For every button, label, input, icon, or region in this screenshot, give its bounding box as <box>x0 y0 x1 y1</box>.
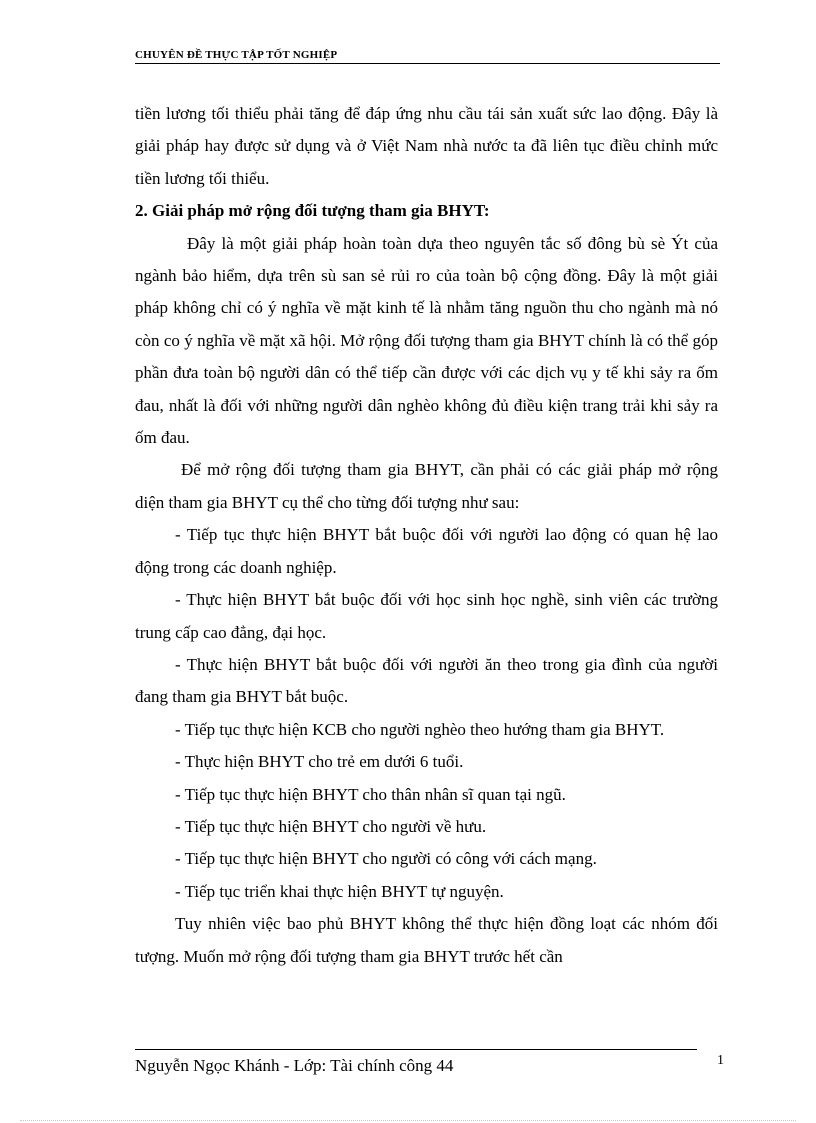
list-item: - Tiếp tục thực hiện BHYT cho người có công với cách mạng. <box>175 849 597 869</box>
list-item: - Thực hiện BHYT bắt buộc đối với học sinh học nghề, sinh viên các trường trung cấp cao đẳng, đại học. <box>135 590 718 642</box>
footer-divider <box>135 1049 697 1050</box>
list-item: - Tiếp tục thực hiện BHYT bắt buộc đối với người lao động có quan hệ lao động trong các doanh nghiệp. <box>135 525 718 577</box>
list-item: - Tiếp tục triển khai thực hiện BHYT tự nguyện. <box>175 881 504 901</box>
paragraph: Đây là một giải pháp hoàn toàn dựa theo nguyên tắc số đông bù sè Ýt của ngành bảo hiểm, dựa trên sù san sẻ rủi ro của toàn bộ cộng đồng. Đây là một giải pháp không chỉ có ý nghĩa về mặt kinh tế là nhằm tăng nguồn thu cho ngành mà nó còn co ý nghĩa về mặt xã hội. Mở rộng đối tượng tham gia BHYT chính là có thể góp phần đưa toàn bộ người dân có thể tiếp cần được với các dịch vụ y tế khi sảy ra ốm đau, nhất là đối với những người dân nghèo không đủ điều kiện trang trải khi sảy ra ốm đau. <box>135 233 718 448</box>
footer-author: Nguyễn Ngọc Khánh - Lớp: Tài chính công 44 <box>135 1056 454 1075</box>
section-heading: 2. Giải pháp mở rộng đối tượng tham gia BHYT: <box>135 201 490 221</box>
page-header: CHUYÊN ĐỀ THỰC TẬP TỐT NGHIỆP <box>135 48 720 64</box>
list-item: - Tiếp tục thực hiện BHYT cho thân nhân sĩ quan tại ngũ. <box>175 784 566 804</box>
list-item: - Tiếp tục thực hiện KCB cho người nghèo theo hướng tham gia BHYT. <box>175 719 665 739</box>
document-body <box>135 98 718 973</box>
paragraph: Để mở rộng đối tượng tham gia BHYT, cần phải có các giải pháp mở rộng diện tham gia BHYT cụ thể cho từng đối tượng như sau: <box>135 460 718 512</box>
list-item: - Thực hiện BHYT bắt buộc đối với người ăn theo trong gia đình của người đang tham gia BHYT bắt buộc. <box>135 654 718 707</box>
paragraph: Tuy nhiên việc bao phủ BHYT không thể thực hiện đồng loạt các nhóm đối tượng. Muốn mở rộng đối tượng tham gia BHYT trước hết cần <box>135 914 718 966</box>
paragraph-continuation: tiền lương tối thiểu phải tăng để đáp ứng nhu cầu tái sản xuất sức lao động. Đây là giải pháp hay được sử dụng và ở Việt Nam nhà nước ta đã liên tục điều chỉnh mức tiền lương tối thiểu. <box>135 104 718 188</box>
page-number: 1 <box>717 1053 724 1068</box>
list-item: - Thực hiện BHYT cho trẻ em dưới 6 tuổi. <box>175 752 464 772</box>
page-boundary <box>20 1120 796 1121</box>
list-item: - Tiếp tục thực hiện BHYT cho người về hưu. <box>175 816 487 836</box>
